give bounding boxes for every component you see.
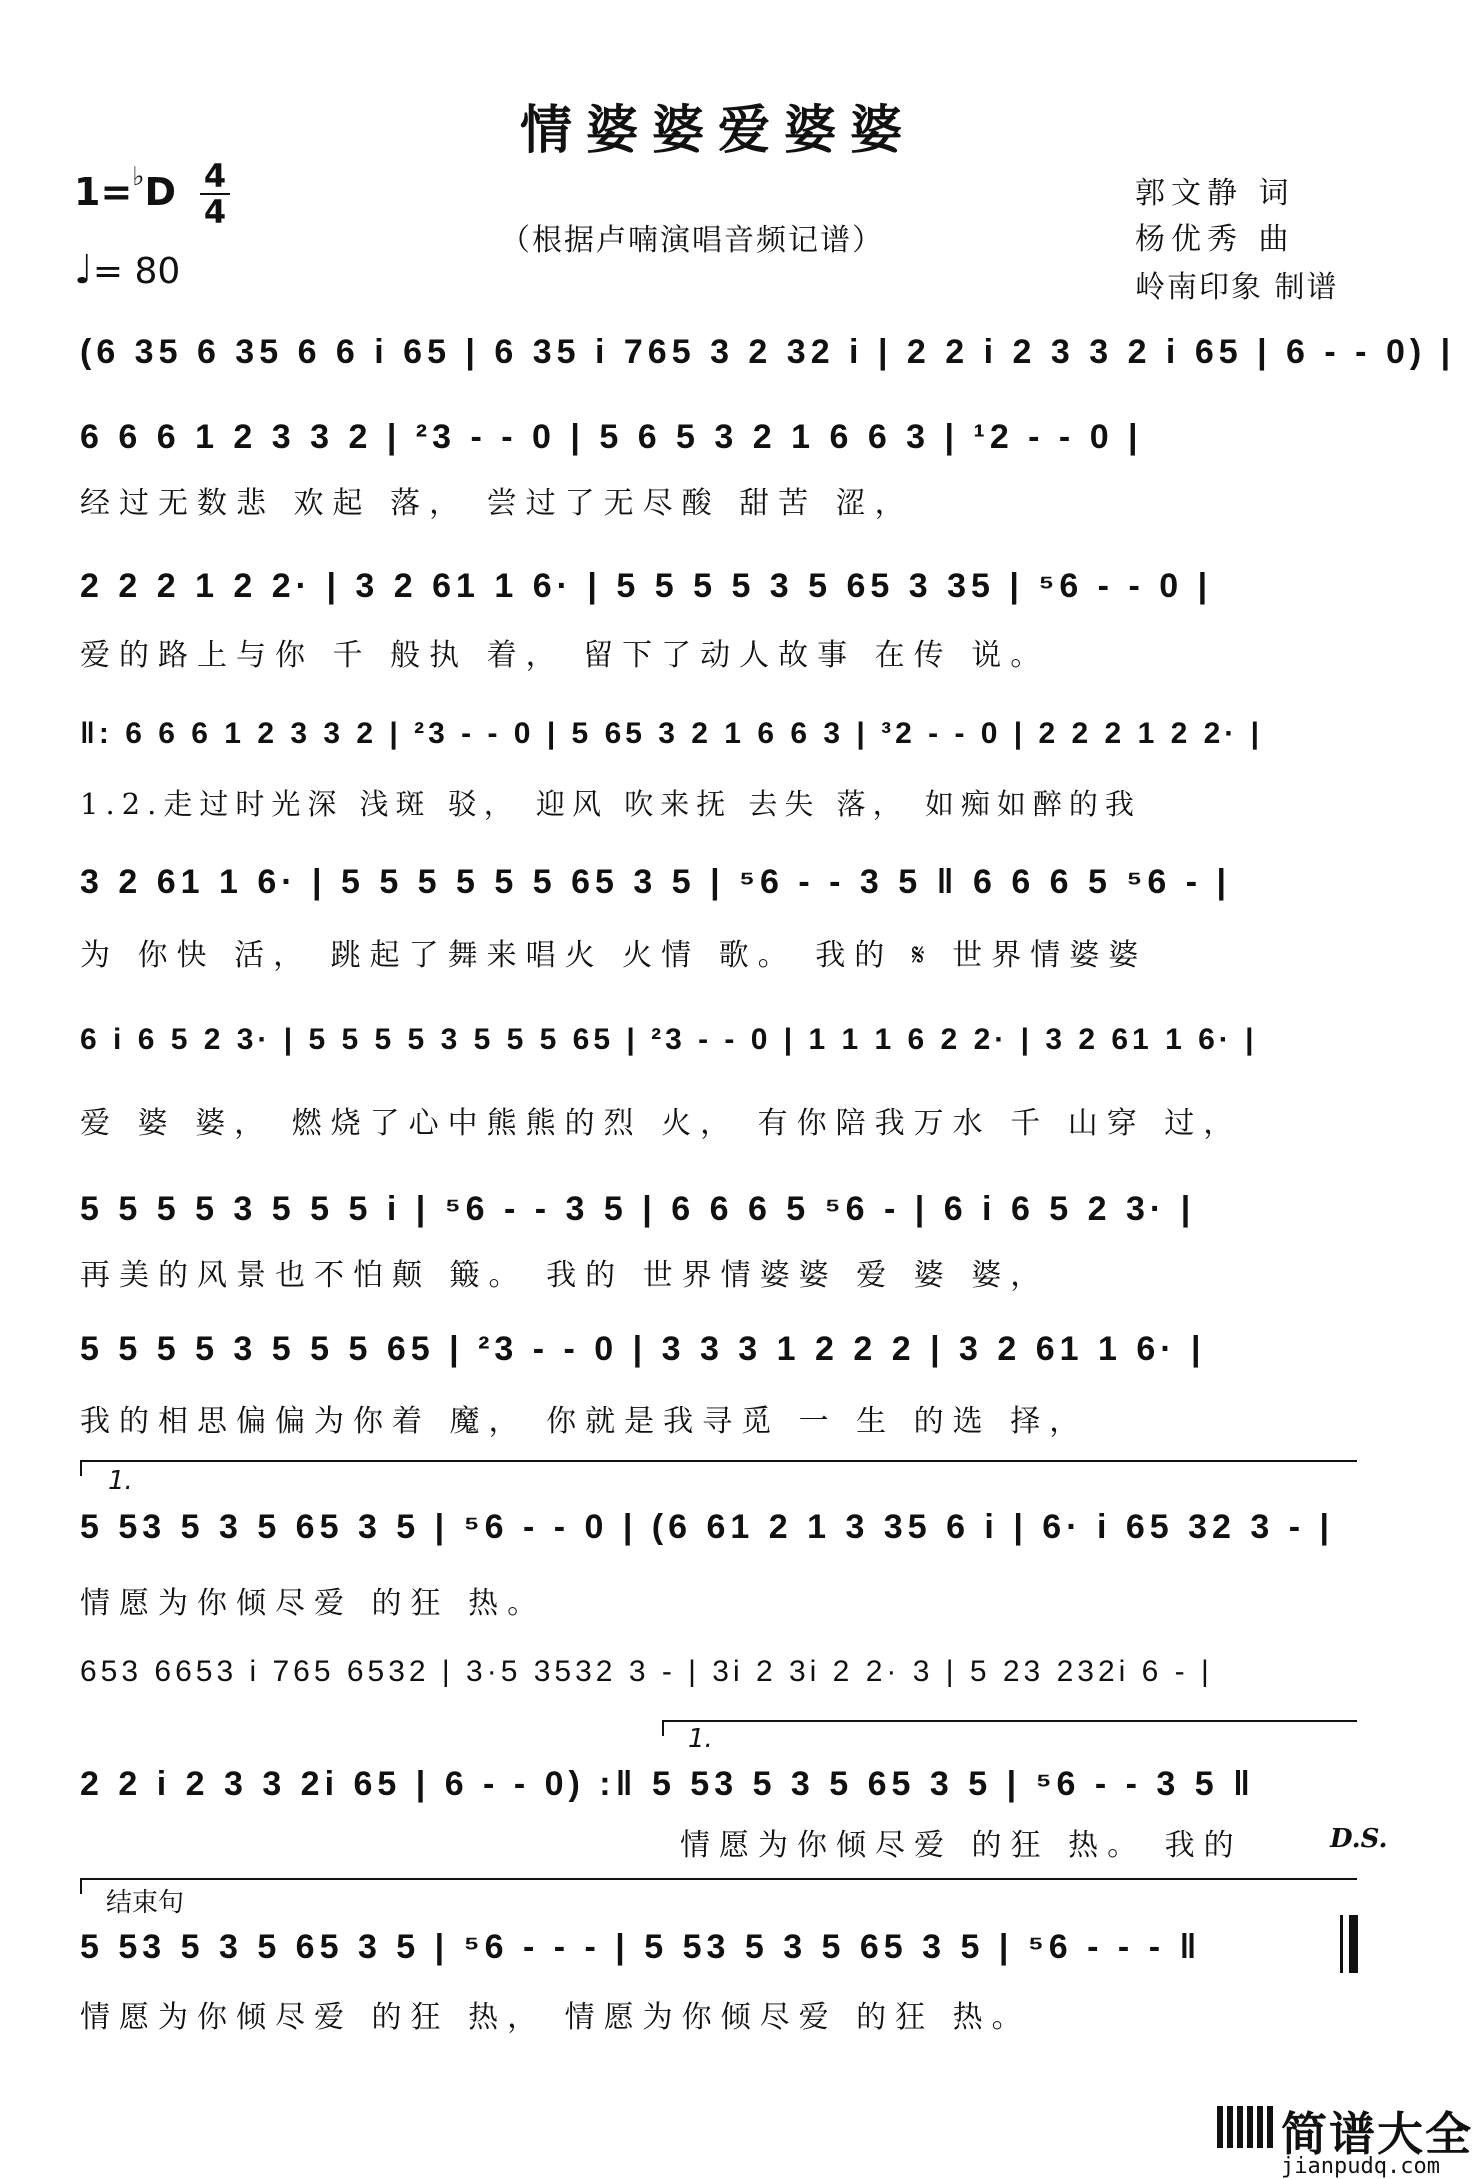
system-2-lyrics: 经过无数悲 欢起 落， 尝过了无尽酸 甜苦 涩， — [80, 486, 914, 521]
time-signature — [200, 157, 230, 231]
piano-keys-icon — [1215, 2102, 1275, 2156]
system-5-lyrics: 为 你快 活， 跳起了舞来唱火 火情 歌。 我的 𝄋 世界情婆婆 — [80, 938, 1148, 973]
volta-1-label: 1. — [108, 1466, 133, 1496]
arranger-credit: 岭南印象 制谱 — [1135, 270, 1339, 305]
system-8-notes: 5 5 5 5 3 5 5 5 65 | ²3 - - 0 | 3 3 3 1 2 2 2 | 3 2 61 1 6· | — [80, 1330, 1206, 1368]
system-10-notes: 653 6653 i 765 6532 | 3·5 3532 3 - | 3i 2 3i 2 2· 3 | 5 23 232i 6 - | — [80, 1655, 1213, 1688]
system-12-notes: 5 53 5 3 5 65 3 5 | ⁵6 - - - | 5 53 5 3 5 65 3 5 | ⁵6 - - - ‖ — [80, 1928, 1202, 1966]
system-7-lyrics: 再美的风景也不怕颠 簸。 我的 世界情婆婆 爱 婆 婆， — [80, 1258, 1050, 1293]
system-5-notes: 3 2 61 1 6· | 5 5 5 5 5 5 65 3 5 | ⁵6 - - 3 5 ‖ 6 6 6 5 ⁵6 - | — [80, 863, 1232, 901]
system-3-notes: 2 2 2 1 2 2· | 3 2 61 1 6· | 5 5 5 5 3 5 65 3 35 | ⁵6 - - 0 | — [80, 567, 1213, 605]
coda-bracket — [80, 1878, 1357, 1894]
system-6-notes: 6 i 6 5 2 3· | 5 5 5 5 3 5 5 5 65 | ²3 - - 0 | 1 1 1 6 2 2· | 3 2 61 1 6· | — [80, 1023, 1258, 1056]
volta-bracket-1 — [80, 1460, 1357, 1476]
system-4-notes: ‖: 6 6 6 1 2 3 3 2 | ²3 - - 0 | 5 65 3 2 1 6 6 3 | ³2 - - 0 | 2 2 2 1 2 2· | — [80, 717, 1264, 750]
ds-marker: D.S. — [1330, 1824, 1388, 1854]
final-barline-thick — [1349, 1915, 1358, 1973]
system-6-lyrics: 爱 婆 婆， 燃烧了心中熊熊的烈 火， 有你陪我万水 千 山穿 过， — [80, 1106, 1243, 1141]
composer-credit: 杨优秀 曲 — [1135, 222, 1295, 257]
key-note: D — [144, 170, 177, 214]
flat-sign: ♭ — [132, 162, 145, 192]
volta-bracket-2 — [662, 1720, 1357, 1736]
song-title: 情婆婆爱婆婆 — [519, 100, 916, 161]
key-prefix: 1= — [74, 170, 133, 214]
watermark-name: 简谱大全 — [1281, 2107, 1473, 2161]
system-11-notes: 2 2 i 2 3 3 2i 65 | 6 - - 0) :‖ 5 53 5 3 5 65 3 5 | ⁵6 - - 3 5 ‖ — [80, 1765, 1256, 1803]
system-1-notes: (6 35 6 35 6 6 i 65 | 6 35 i 765 3 2 32 i | 2 2 i 2 3 3 2 i 65 | 6 - - 0) | — [80, 333, 1456, 371]
tempo-value: = 80 — [92, 251, 181, 292]
system-12-lyrics: 情愿为你倾尽爱 的狂 热， 情愿为你倾尽爱 的狂 热。 — [80, 2000, 1031, 2035]
final-barline-thin — [1340, 1915, 1343, 1973]
lyricist-credit: 郭文静 词 — [1135, 176, 1295, 211]
time-sig-top: 4 — [203, 157, 227, 195]
system-8-lyrics: 我的相思偏偏为你着 魔， 你就是我寻觅 一 生 的选 择， — [80, 1404, 1089, 1439]
ending-label: 结束句 — [106, 1888, 185, 1918]
system-9-lyrics: 情愿为你倾尽爱 的狂 热。 — [80, 1586, 547, 1621]
system-2-notes: 6 6 6 1 2 3 3 2 | ²3 - - 0 | 5 6 5 3 2 1 6 6 3 | ¹2 - - 0 | — [80, 418, 1143, 456]
key-signature — [74, 162, 177, 214]
system-9-notes: 5 53 5 3 5 65 3 5 | ⁵6 - - 0 | (6 61 2 1 3 35 6 i | 6· i 65 32 3 - | — [80, 1508, 1335, 1546]
system-3-lyrics: 爱的路上与你 千 般执 着， 留下了动人故事 在传 说。 — [80, 638, 1050, 673]
system-4-lyrics: 1.2.走过时光深 浅斑 驳， 迎风 吹来抚 去失 落， 如痴如醉的我 — [80, 787, 1141, 821]
system-7-notes: 5 5 5 5 3 5 5 5 i | ⁵6 - - 3 5 | 6 6 6 5 ⁵6 - | 6 i 6 5 2 3· | — [80, 1190, 1196, 1228]
subtitle: （根据卢喃演唱音频记谱） — [500, 223, 884, 258]
system-11-lyrics: 情愿为你倾尽爱 的狂 热。 我的 — [680, 1828, 1243, 1863]
time-sig-bottom: 4 — [203, 193, 227, 231]
watermark-url: jianpudq.com — [1281, 2154, 1440, 2179]
volta-2-label: 1. — [688, 1724, 713, 1754]
tempo-marking — [74, 247, 180, 293]
quarter-note-icon: ♩ — [74, 247, 93, 293]
